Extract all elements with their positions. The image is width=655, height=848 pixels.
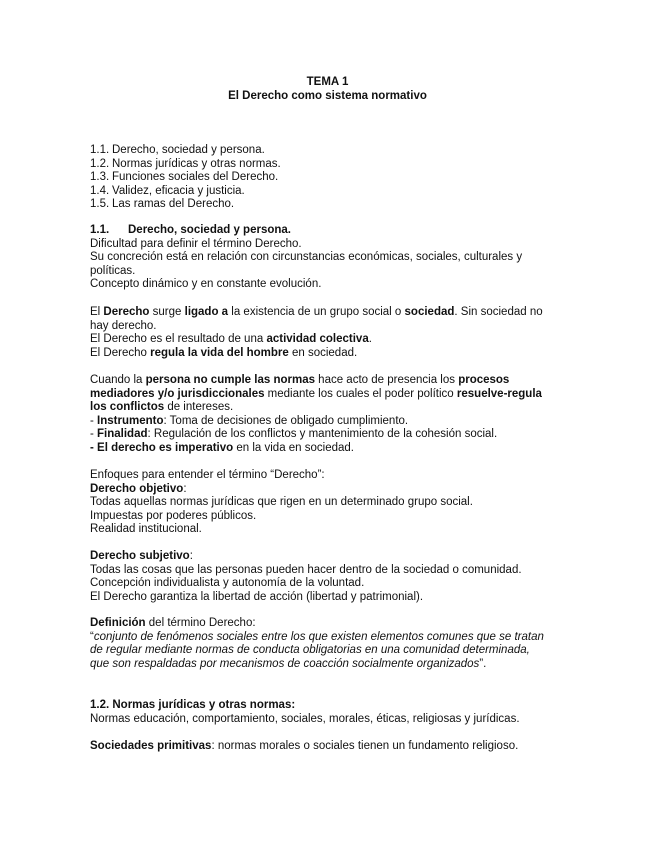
paragraph-line: Su concreción está en relación con circunstancias económicas, sociales, culturales y (90, 251, 523, 263)
section-heading-1-2: 1.2. Normas jurídicas y otras normas: (90, 699, 296, 711)
paragraph-line: Concepción individualista y autonomía de la voluntad. (90, 577, 365, 589)
subheading-definicion: Definición del término Derecho: (90, 617, 256, 629)
quote-line: de regular mediante normas de conducta obligatorias en una comunidad determinada, (90, 644, 530, 656)
paragraph-line: Concepto dinámico y en constante evolución. (90, 278, 322, 290)
paragraph-line: mediadores y/o jurisdiccionales mediante los cuales el poder político resuelve-regula (90, 387, 542, 400)
doc-subtitle: El Derecho como sistema normativo (228, 90, 427, 102)
paragraph-line: Cuando la persona no cumple las normas hace acto de presencia los procesos (90, 374, 510, 386)
toc-item: 1.3. Funciones sociales del Derecho. (90, 171, 279, 183)
paragraph-line: El Derecho regula la vida del hombre en sociedad. (90, 346, 358, 359)
bullet-line: - El derecho es imperativo en la vida en sociedad. (90, 441, 355, 454)
paragraph-line: Todas las cosas que las personas pueden hacer dentro de la sociedad o comunidad. (90, 563, 522, 576)
paragraph-line: los conflictos de intereses. (90, 401, 234, 413)
paragraph-line: Dificultad para definir el término Derecho. (90, 237, 302, 250)
subheading-derecho-objetivo: Derecho objetivo: (90, 482, 187, 495)
paragraph-line: El Derecho es el resultado de una actividad colectiva. (90, 333, 372, 345)
bullet-line: - Instrumento: Toma de decisiones de obligado cumplimiento. (90, 414, 409, 427)
quote-line: que son respaldadas por mecanismos de coacción socialmente organizados”. (90, 657, 487, 670)
doc-tema-title: TEMA 1 (306, 76, 349, 88)
toc-item: 1.5. Las ramas del Derecho. (90, 198, 235, 210)
toc-item: 1.4. Validez, eficacia y justicia. (90, 184, 245, 197)
toc-item: 1.1. Derecho, sociedad y persona. (90, 144, 265, 156)
toc-item: 1.2. Normas jurídicas y otras normas. (90, 157, 281, 170)
paragraph-line: Sociedades primitivas: normas morales o sociales tienen un fundamento religioso. (90, 740, 519, 752)
paragraph-line: Todas aquellas normas jurídicas que rigen en un determinado grupo social. (90, 496, 473, 508)
quote-line: “conjunto de fenómenos sociales entre los que existen elementos comunes que se tratan (90, 630, 544, 643)
paragraph-line: Enfoques para entender el término “Derecho”: (90, 469, 325, 481)
bullet-line: - Finalidad: Regulación de los conflictos y mantenimiento de la cohesión social. (90, 428, 498, 440)
paragraph-line: El Derecho garantiza la libertad de acción (libertad y patrimonial). (90, 590, 424, 603)
paragraph-line: Impuestas por poderes públicos. (90, 509, 257, 522)
paragraph-line: El Derecho surge ligado a la existencia de un grupo social o sociedad. Sin sociedad no (90, 306, 543, 318)
paragraph-line: Realidad institucional. (90, 523, 202, 535)
subheading-derecho-subjetivo: Derecho subjetivo: (90, 550, 193, 562)
paragraph-line: políticas. (90, 264, 136, 277)
section-heading-1-1: 1.1. Derecho, sociedad y persona. (90, 224, 291, 236)
paragraph-line: hay derecho. (90, 319, 157, 332)
paragraph-line: Normas educación, comportamiento, sociales, morales, éticas, religiosas y jurídicas. (90, 712, 520, 725)
